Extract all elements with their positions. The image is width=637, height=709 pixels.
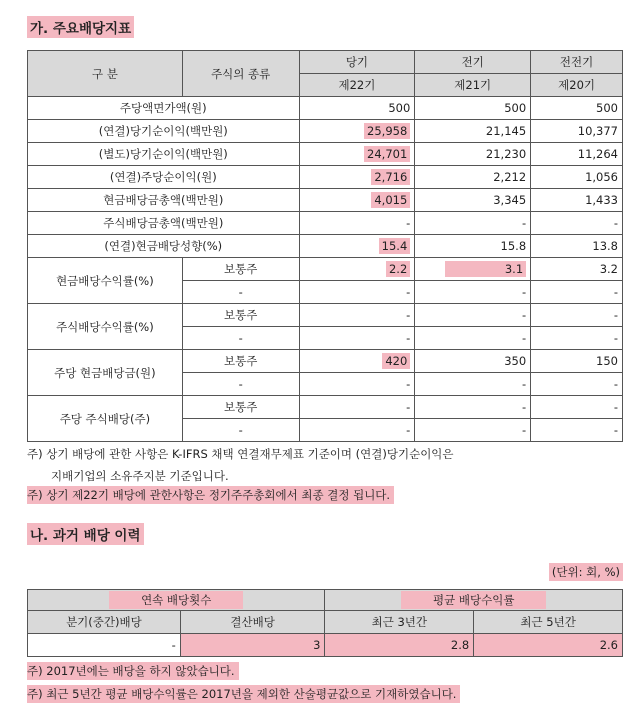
cell-value: 2,212 (415, 166, 531, 189)
stock-type: 보통주 (182, 258, 299, 281)
cell-interim: - (28, 634, 181, 657)
cell-value-highlighted: 15.4 (379, 238, 411, 254)
header-stock-type: 주식의 종류 (182, 51, 299, 97)
group-label: 주당 현금배당금(원) (28, 350, 183, 396)
section-a-title: 가. 주요배당지표 (27, 16, 134, 38)
table-row (28, 258, 623, 281)
cell-value: - (415, 396, 531, 419)
stock-type: - (182, 373, 299, 396)
row-label: (연결)당기순이익(백만원) (28, 120, 300, 143)
header-settlement: 결산배당 (180, 611, 325, 634)
cell-value: 150 (531, 350, 623, 373)
unit-label: (단위: 회, %) (549, 563, 623, 581)
cell-value: 500 (299, 97, 415, 120)
cell-value: 350 (415, 350, 531, 373)
note-text-highlighted: 주) 최근 5년간 평균 배당수익률은 2017년을 제외한 산술평균값으로 기재하였습니다. (27, 685, 460, 703)
cell-value: - (299, 396, 415, 419)
cell-value: 500 (531, 97, 623, 120)
stock-type: - (182, 419, 299, 442)
header-current-term: 제22기 (299, 74, 415, 97)
table-row (28, 166, 623, 189)
header-current: 당기 (299, 51, 415, 74)
stock-type: 보통주 (182, 304, 299, 327)
note-text-highlighted: 주) 2017년에는 배당을 하지 않았습니다. (27, 662, 239, 680)
cell-value: 15.8 (415, 235, 531, 258)
group-label: 주당 주식배당(주) (28, 396, 183, 442)
table-row (28, 120, 623, 143)
header-prev: 전기 (415, 51, 531, 74)
row-label: (별도)당기순이익(백만원) (28, 143, 300, 166)
cell-value: - (531, 281, 623, 304)
table-row (28, 304, 623, 327)
cell-value: - (531, 327, 623, 350)
table-row (28, 97, 623, 120)
table-row (28, 189, 623, 212)
cell-value: - (531, 396, 623, 419)
note-text-highlighted: 주) 상기 제22기 배당에 관한사항은 정기주주총회에서 최종 결정 됩니다. (27, 486, 394, 504)
header-recent5: 최근 5년간 (474, 611, 623, 634)
cell-value: - (415, 419, 531, 442)
cell-value: - (531, 212, 623, 235)
cell-recent5: 2.6 (474, 634, 623, 657)
cell-value: - (299, 327, 415, 350)
stock-type: 보통주 (182, 396, 299, 419)
header-prev2-term: 제20기 (531, 74, 623, 97)
table-row (28, 143, 623, 166)
dividend-history-table (27, 589, 623, 657)
cell-value-highlighted: 4,015 (371, 192, 410, 208)
cell-value: 1,056 (531, 166, 623, 189)
cell-value: - (415, 327, 531, 350)
header-prev-term: 제21기 (415, 74, 531, 97)
table-row (28, 396, 623, 419)
cell-value: 500 (415, 97, 531, 120)
group-label: 현금배당수익률(%) (28, 258, 183, 304)
cell-value: - (415, 281, 531, 304)
header-gubun: 구 분 (28, 51, 183, 97)
group-label: 주식배당수익률(%) (28, 304, 183, 350)
row-label: (연결)현금배당성향(%) (28, 235, 300, 258)
header-recent3: 최근 3년간 (325, 611, 474, 634)
header-prev2: 전전기 (531, 51, 623, 74)
cell-value-highlighted: 25,958 (364, 123, 410, 139)
row-label: 주당액면가액(원) (28, 97, 300, 120)
cell-value: - (531, 419, 623, 442)
cell-settlement: 3 (180, 634, 325, 657)
cell-value: 11,264 (531, 143, 623, 166)
cell-value-highlighted: 24,701 (364, 146, 410, 162)
cell-value: - (531, 304, 623, 327)
note-text: 주) 상기 배당에 관한 사항은 K-IFRS 채택 연결재무제표 기준이며 (연결)당기순이익은 (27, 447, 454, 461)
cell-value: - (299, 304, 415, 327)
cell-value: 21,145 (415, 120, 531, 143)
header-consecutive: 연속 배당횟수 (109, 591, 243, 609)
stock-type: - (182, 327, 299, 350)
cell-value: - (531, 373, 623, 396)
cell-recent3: 2.8 (325, 634, 474, 657)
row-label: (연결)주당순이익(원) (28, 166, 300, 189)
table-row (28, 212, 623, 235)
stock-type: - (182, 281, 299, 304)
cell-value: - (415, 304, 531, 327)
cell-value-highlighted: 3.1 (445, 261, 526, 277)
cell-value: 3,345 (415, 189, 531, 212)
cell-value: - (299, 281, 415, 304)
cell-value: - (415, 212, 531, 235)
stock-type: 보통주 (182, 350, 299, 373)
note-text: 지배기업의 소유주지분 기준입니다. (51, 469, 229, 483)
row-label: 현금배당금총액(백만원) (28, 189, 300, 212)
header-interim: 분기(중간)배당 (28, 611, 181, 634)
cell-value: - (299, 212, 415, 235)
cell-value: 10,377 (531, 120, 623, 143)
header-avg-yield: 평균 배당수익률 (401, 591, 546, 609)
cell-value-highlighted: 420 (382, 353, 410, 369)
cell-value: - (299, 419, 415, 442)
cell-value-highlighted: 2.2 (386, 261, 410, 277)
cell-value: 3.2 (531, 258, 623, 281)
table-row (28, 235, 623, 258)
cell-value-highlighted: 2,716 (371, 169, 410, 185)
table-row (28, 634, 623, 657)
dividend-indicators-table (27, 50, 623, 442)
cell-value: - (299, 373, 415, 396)
cell-value: 1,433 (531, 189, 623, 212)
row-label: 주식배당금총액(백만원) (28, 212, 300, 235)
section-b-title: 나. 과거 배당 이력 (27, 523, 144, 545)
cell-value: - (415, 373, 531, 396)
cell-value: 13.8 (531, 235, 623, 258)
cell-value: 21,230 (415, 143, 531, 166)
table-row (28, 350, 623, 373)
